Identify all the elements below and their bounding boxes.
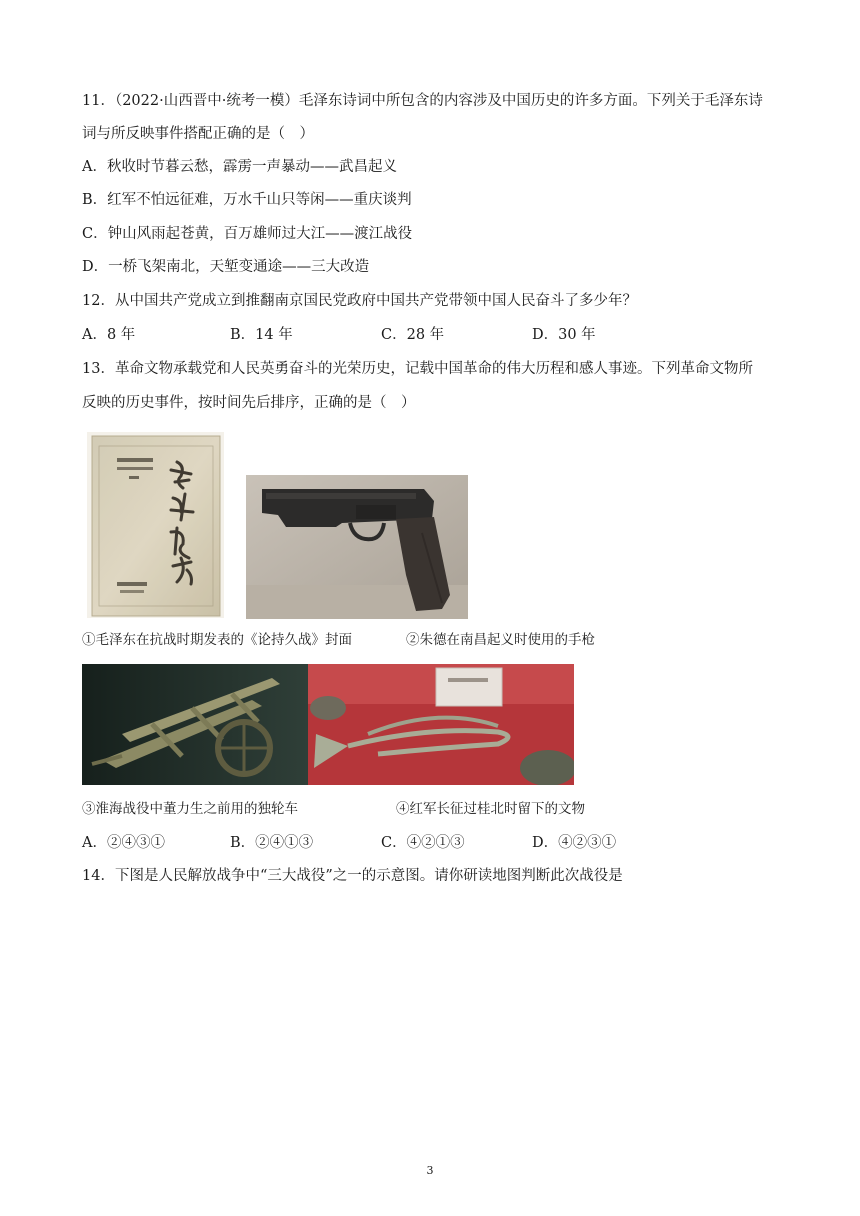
- q11-option-a: A．秋收时节暮云愁，霹雳一声暴动——武昌起义: [82, 159, 397, 175]
- q11-option-c: C．钟山风雨起苍黄，百万雄师过大江——渡江战役: [82, 226, 413, 242]
- q14-stem: 14．下图是人民解放战争中“三大战役”之一的示意图。请你研读地图判断此次战役是: [82, 868, 623, 884]
- q11-stem-line1: 11．（2022·山西晋中·统考一模）毛泽东诗词中所包含的内容涉及中国历史的许多方面。下列关于毛泽东诗: [82, 93, 763, 109]
- q13-stem-line2: 反映的历史事件，按时间先后排序，正确的是（ ）: [82, 395, 416, 411]
- q12-options: [82, 325, 782, 345]
- q12-option-b: B．14 年: [230, 327, 293, 343]
- caption-3: ③淮海战役中董力生之前用的独轮车: [82, 801, 298, 817]
- caption-2: ②朱德在南昌起义时使用的手枪: [406, 632, 595, 648]
- q13-option-d: D．④②③①: [532, 835, 617, 851]
- bugle-photo: [308, 664, 574, 785]
- q12-stem: 12．从中国共产党成立到推翻南京国民党政府中国共产党带领中国人民奋斗了多少年？: [82, 293, 637, 309]
- pistol-photo: [246, 475, 468, 619]
- caption-1: ①毛泽东在抗战时期发表的《论持久战》封面: [82, 632, 352, 648]
- q13-options: [82, 833, 782, 853]
- q12-option-a: A．8 年: [82, 327, 136, 343]
- q12-option-d: D．30 年: [532, 327, 596, 343]
- wheelbarrow-photo: [82, 664, 308, 785]
- q12-option-c: C．28 年: [381, 327, 445, 343]
- caption-4: ④红军长征过桂北时留下的文物: [396, 801, 585, 817]
- q11-option-d: D．一桥飞架南北，天堑变通途——三大改造: [82, 259, 370, 275]
- q13-option-b: B．②④①③: [230, 835, 314, 851]
- page-number: 3: [426, 1164, 434, 1177]
- q13-option-c: C．④②①③: [381, 835, 465, 851]
- q13-stem-line1: 13．革命文物承载党和人民英勇奋斗的光荣历史，记载中国革命的伟大历程和感人事迹。下列革命文物所: [82, 361, 753, 377]
- q11-option-b: B．红军不怕远征难，万水千山只等闲——重庆谈判: [82, 192, 412, 208]
- q13-option-a: A．②④③①: [82, 835, 165, 851]
- q11-stem-line2: 词与所反映事件搭配正确的是（ ）: [82, 126, 314, 142]
- book-cover-photo: [87, 432, 224, 618]
